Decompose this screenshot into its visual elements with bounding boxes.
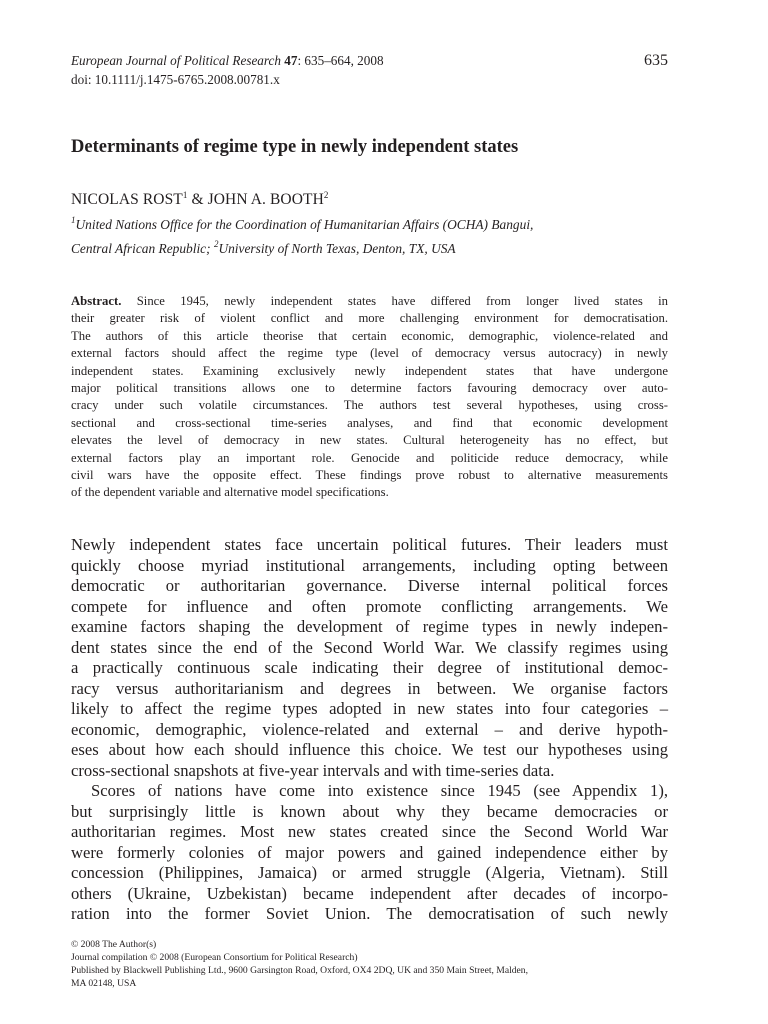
author-separator: & <box>187 191 208 208</box>
author-affiliation-marker: 2 <box>323 190 329 200</box>
footer-line: Published by Blackwell Publishing Ltd., 9600 Garsington Road, Oxford, OX4 2DQ, UK and 350 Main Street, Malden, <box>71 965 528 976</box>
body-line: racy versus authoritarianism and degrees in between. We organise factors <box>71 678 668 698</box>
copyright-footer <box>71 938 631 990</box>
article-body <box>71 535 668 925</box>
abstract-line: elevates the level of democracy in new states. Cultural heterogeneity has no effect, but <box>71 433 668 448</box>
abstract-line: civil wars have the opposite effect. These findings prove robust to alternative measurements <box>71 468 668 483</box>
abstract-line: The authors of this article theorise that certain economic, demographic, violence-related and <box>71 328 668 343</box>
body-paragraph <box>71 781 668 925</box>
body-line: democratic or authoritarian governance. Diverse internal political forces <box>71 576 668 595</box>
body-line: Newly independent states face uncertain political futures. Their leaders must <box>71 535 668 554</box>
footer-line: MA 02148, USA <box>71 978 137 989</box>
affiliation-text: University of North Texas, Denton, TX, USA <box>218 241 456 256</box>
doi: doi: 10.1111/j.1475-6765.2008.00781.x <box>71 72 280 87</box>
abstract-label: Abstract. <box>71 294 122 308</box>
body-line: compete for influence and often promote conflicting arrangements. We <box>71 596 668 616</box>
abstract-line: their greater risk of violent conflict and more challenging environment for democratisation. <box>71 311 668 326</box>
abstract-text: Since 1945, newly independent states have differed from longer lived states in <box>121 294 668 308</box>
body-line: concession (Philippines, Jamaica) or armed struggle (Algeria, Vietnam). Still <box>71 863 668 882</box>
body-line: authoritarian regimes. Most new states created since the Second World War <box>71 822 668 841</box>
body-line: cross-sectional snapshots at five-year intervals and with time-series data. <box>71 760 555 780</box>
abstract-line: external factors should affect the regime type (level of democracy versus autocracy) in newly <box>71 346 668 361</box>
author-name: JOHN A. BOOTH <box>207 191 324 208</box>
abstract <box>71 293 668 502</box>
abstract-line: sectional and cross-sectional time-series analyses, and find that economic development <box>71 415 668 430</box>
footer-line: © 2008 The Author(s) <box>71 939 157 950</box>
author-line <box>71 189 691 211</box>
body-line: economic, demographic, violence-related and external – and derive hypoth- <box>71 719 668 739</box>
journal-name: European Journal of Political Research <box>71 53 281 68</box>
body-line: examine factors shaping the development of regime types in newly indepen- <box>71 617 668 636</box>
body-line: likely to affect the regime types adopted in new states into four categories – <box>71 699 668 718</box>
citation-line <box>71 51 631 70</box>
body-line: eses about how each should influence this choice. We test our hypotheses using <box>71 740 668 759</box>
affiliation-text: United Nations Office for the Coordination of Humanitarian Affairs (OCHA) Bangui, <box>75 217 534 232</box>
author-name: NICOLAS ROST <box>71 191 183 208</box>
author-affiliations <box>71 213 697 261</box>
abstract-line: independent states. Examining exclusively newly independent states that have undergone <box>71 363 668 378</box>
article-title: Determinants of regime type in newly independent states <box>71 137 519 157</box>
body-line: quickly choose myriad institutional arrangements, including opting between <box>71 555 668 575</box>
affiliation-marker: 1 <box>71 215 76 225</box>
abstract-line: major political transitions allows one to determine factors favouring democracy over auto- <box>71 381 668 396</box>
abstract-line: of the dependent variable and alternative model specifications. <box>71 485 389 500</box>
affiliation-text: Central African Republic; <box>71 241 214 256</box>
footer-line: Journal compilation © 2008 (European Consortium for Political Research) <box>71 952 358 963</box>
body-line: a practically continuous scale indicating their degree of institutional democ- <box>71 658 668 677</box>
body-line: but surprisingly little is known about why they became democracies or <box>71 801 668 821</box>
abstract-line: external factors play an important role. Genocide and politicide reduce democracy, while <box>71 450 668 465</box>
journal-citation <box>71 51 631 89</box>
body-line: were formerly colonies of major powers and gained independence either by <box>71 842 668 862</box>
author-affiliation-marker: 1 <box>182 190 188 200</box>
body-line: dent states since the end of the Second World War. We classify regimes using <box>71 637 668 657</box>
body-line: ration into the former Soviet Union. The democratisation of such newly <box>71 904 668 923</box>
affiliation-marker: 2 <box>213 239 219 249</box>
affiliation-line <box>71 237 697 261</box>
body-line: others (Ukraine, Uzbekistan) became independent after decades of incorpo- <box>71 883 668 903</box>
abstract-line <box>71 293 668 310</box>
journal-volume: 47 <box>284 53 298 68</box>
body-line: Scores of nations have come into existence since 1945 (see Appendix 1), <box>91 781 668 800</box>
page-number: 635 <box>644 52 668 69</box>
abstract-line: cracy under such volatile circumstances. The authors test several hypotheses, using cross- <box>71 398 668 413</box>
body-paragraph <box>71 535 668 781</box>
journal-pages-year: : 635–664, 2008 <box>297 53 384 68</box>
affiliation-line <box>71 213 697 237</box>
